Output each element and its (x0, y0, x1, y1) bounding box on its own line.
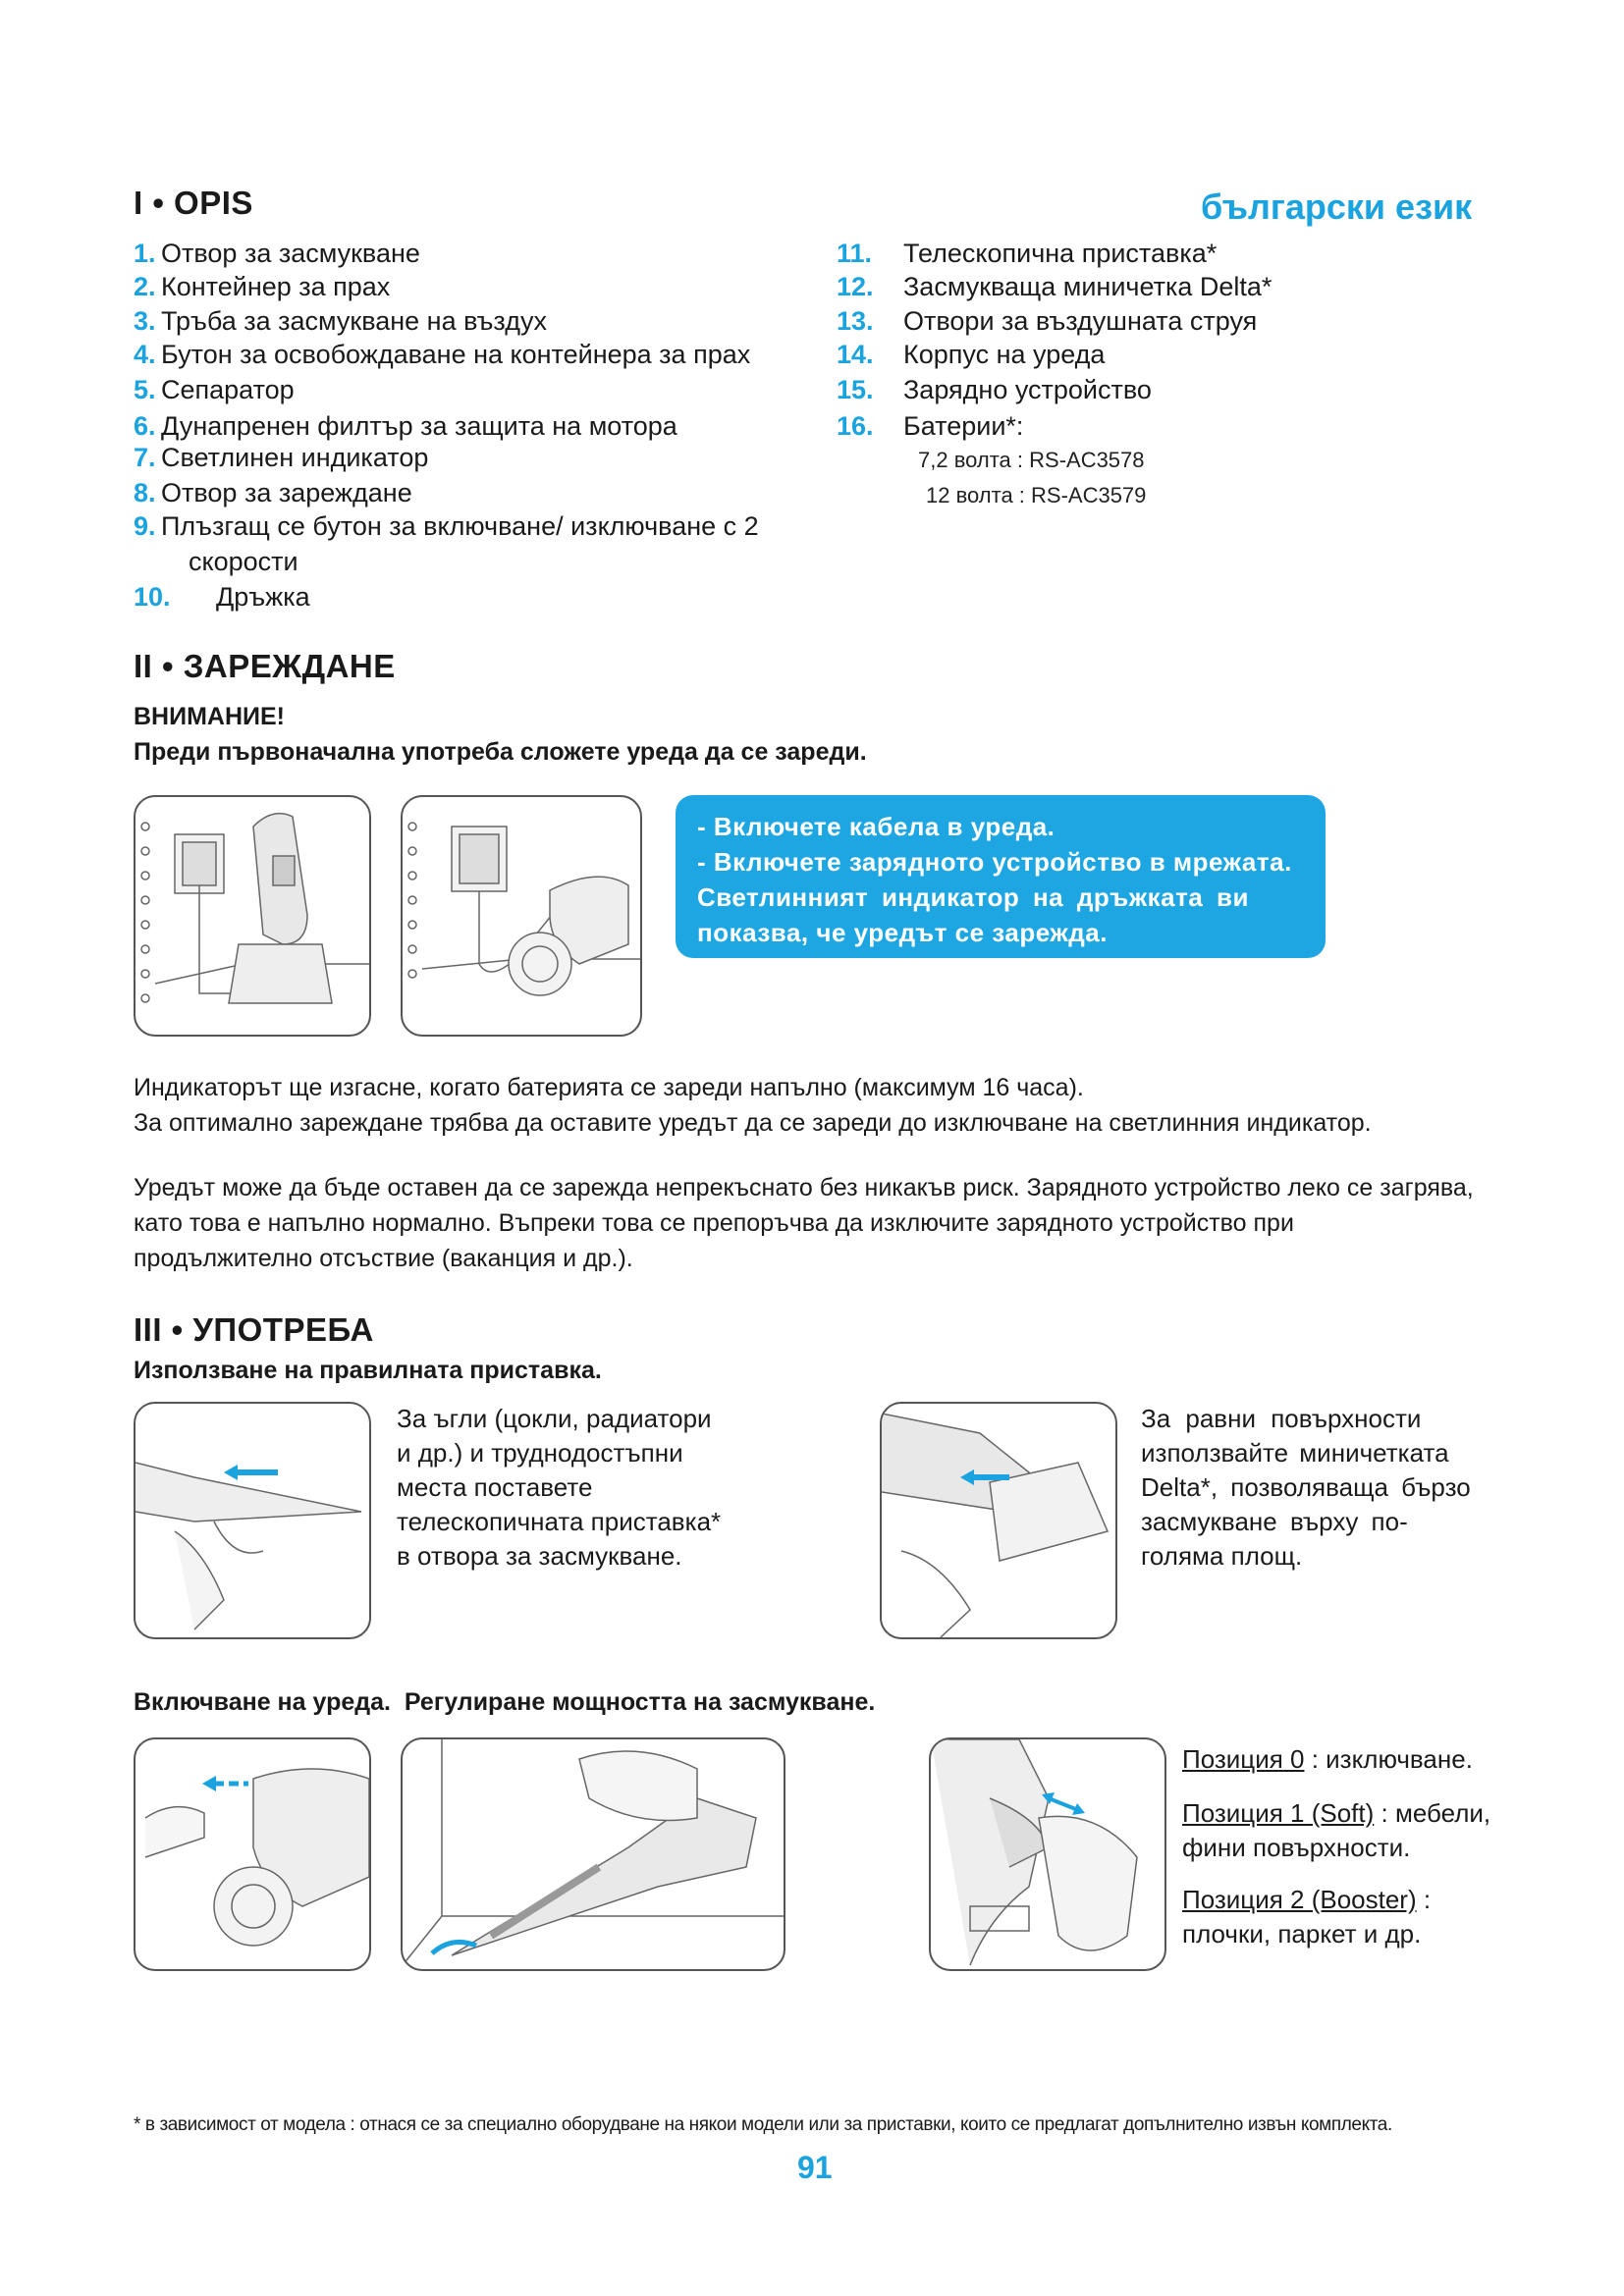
charging-paragraph-2: Уредът може да бъде оставен да се зарежда непрекъснато без никакъв риск. Зарядното устройство леко се загрява, като това е напълно нормално. Въпреки това се препоръчва да изключите зарядното устройство при продължително отсъствие (ваканция и др.). (134, 1174, 1474, 1272)
section-title-usage: III • УПОТРЕБА (134, 1311, 374, 1348)
charging-port-figure (134, 1737, 371, 1971)
position-2: Позиция 2 (Booster) : плочки, паркет и др. (1182, 1885, 1432, 1949)
position-1: Позиция 1 (Soft) : мебели, фини повърхности. (1182, 1798, 1491, 1862)
list-item: 4. Бутон за освобождаване на контейнера за прах (134, 340, 751, 369)
list-item: 10. Дръжка (134, 582, 310, 612)
list-item: 13. Отвори за въздушната струя (837, 306, 1258, 336)
list-item: 6. Дунапренен филтър за защита на мотора (134, 411, 677, 441)
position-0: Позиция 0 : изключване. (1182, 1744, 1473, 1774)
list-item: 7. Светлинен индикатор (134, 443, 429, 472)
charging-paragraph-1: Индикаторът ще изгасне, когато батерията се зареди напълно (максимум 16 часа). За оптимално зареждане трябва да оставите уредът да се зареди до изключване на светлинния индикатор. (134, 1074, 1372, 1137)
charging-figure-direct (401, 795, 642, 1037)
list-item: 11. Телескопична приставка* (837, 239, 1218, 268)
battery-model: 12 волта : RS-AC3579 (926, 483, 1147, 507)
list-item: 14. Корпус на уреда (837, 340, 1106, 369)
usage-subtitle: Използване на правилната приставка. (134, 1357, 602, 1384)
instruction-line: - Включете кабела в уреда. (697, 812, 1056, 841)
battery-model: 7,2 волта : RS-AC3578 (918, 448, 1145, 472)
instruction-line: Светлинният индикатор на дръжката ви (697, 882, 1249, 912)
section-title-charging: II • ЗАРЕЖДАНЕ (134, 648, 396, 684)
warning-heading: ВНИМАНИЕ! (134, 703, 285, 730)
power-subtitle: Включване на уреда. Регулиране мощността на засмукване. (134, 1688, 876, 1716)
list-item: 16. Батерии*: (837, 411, 1024, 441)
list-item: 12. Засмукваща миничетка Delta* (837, 272, 1272, 301)
warning-text: Преди първоначална употреба сложете уреда да се зареди. (134, 738, 867, 766)
crevice-tool-description: За ъгли (цокли, радиатори и др.) и труднодостъпни места поставете телескопичната приставка* в отвора за засмукване. (397, 1404, 722, 1571)
list-item: скорости (189, 547, 298, 576)
instruction-line: - Включете зарядното устройство в мрежата. (697, 847, 1292, 877)
list-item: 3. Тръба за засмукване на въздух (134, 306, 547, 336)
list-item: 15. Зарядно устройство (837, 375, 1152, 404)
delta-brush-figure (880, 1402, 1117, 1639)
delta-brush-description: За равни повърхности използвайте миничетката Delta*, позволяваща бързо засмукване върху по- голяма площ. (1141, 1404, 1471, 1571)
list-item: 1. Отвор за засмукване (134, 239, 420, 268)
charging-figure-dock (134, 795, 371, 1037)
instruction-line: показва, че уредът се зарежда. (697, 918, 1108, 947)
list-item: 8. Отвор за зареждане (134, 478, 412, 507)
list-item: 5. Сепаратор (134, 375, 295, 404)
page-number: 91 (797, 2150, 833, 2185)
list-item: 2. Контейнер за прах (134, 272, 391, 301)
footnote: * в зависимост от модела : отнася се за специално оборудване на някои модели или за приставки, които се предлагат допълнително извън комплекта. (134, 2114, 1392, 2135)
list-item: 9. Плъзгащ се бутон за включване/ изключване с 2 (134, 511, 759, 541)
section-title-opis: I • OPIS (134, 185, 253, 221)
floor-cleaning-figure (401, 1737, 785, 1971)
charging-instructions-box (676, 795, 1326, 958)
language-label: български език (1201, 187, 1473, 227)
speed-switch-figure (929, 1737, 1166, 1971)
crevice-tool-figure (134, 1402, 371, 1639)
